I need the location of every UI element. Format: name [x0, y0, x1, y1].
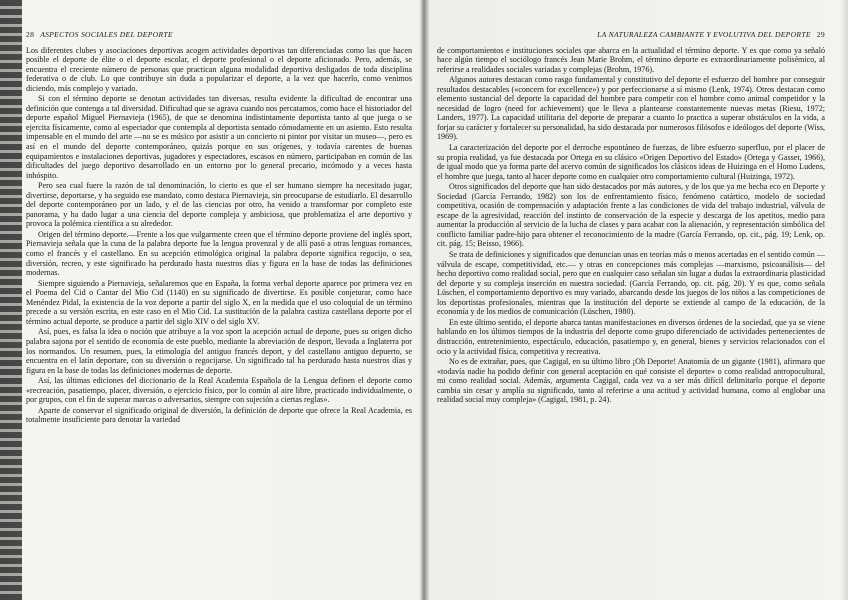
paragraph: Aparte de conservar el significado original de diversión, la definición de deporte que ofrece la Real Academia, es totalmente insuficiente para denotar la variedad — [26, 405, 412, 425]
paragraph: Si con el término deporte se denotan actividades tan diversas, resulta evidente la dificultad de encontrar una definición que contenga a tal diversidad. Dificultad que se agrava cuando nos percatamos, como hace el historiador del deporte español Miguel Piernavieja (1965), de que se denomina indistintamente deportista tanto al que juega o se ejercita físicamente, como al espectador que contempla al deportista sentado cómodamente en un asiento. Esto resulta impensable en el mundo del arte —no se es músico por asistir a un concierto ni pintor por visitar un museo—, pero es así en el mundo del deporte contemporáneo, quizás porque en sus orígenes, y todavía carentes de buenas equipamientos e instalaciones deportivas, jugadores y espectadores, escasos en número, participaban en común de las dificultades del juego deportivo desarrollado en un entorno por lo general precario, incómodo y a veces hasta inhóspito. — [26, 94, 412, 180]
left-running-head-title: ASPECTOS SOCIALES DEL DEPORTE — [40, 30, 173, 39]
left-running-head — [26, 30, 412, 40]
paragraph: Así, pues, es falsa la idea o noción que atribuye a la voz sport la acepción actual de deporte, pues su origen dicho palabra sajona por el sentido de economía de este pueblo, mediante la abreviación de desport, llevada a Inglaterra por los normandos. Un resumen, pues, la etimología del antiguo francés deport, y del castellano antiguo depuerto, se encuentra en el latín deportare, con su diversión o regocijarse. Un significado tal ha perdurado hasta nuestros días y figura en la base de todas las definiciones modernas de deporte. — [26, 327, 412, 375]
paragraph: Así, las últimas ediciones del diccionario de la Real Academia Española de la Lengua definen el deporte como «recreación, pasatiempo, placer, diversión, o ejercicio físico, por lo común al aire libre, practicado individualmente, o por grupos, con el fin de superar marcas o adversarios, siempre con sujeción a ciertas reglas». — [26, 376, 412, 405]
spiral-binding — [0, 0, 22, 600]
right-running-head-title: LA NATURALEZA CAMBIANTE Y EVOLUTIVA DEL DEPORTE — [597, 30, 811, 39]
paragraph: Pero sea cual fuere la razón de tal denominación, lo cierto es que el ser humano siempre ha necesitado jugar, divertirse, deportarse, y ha seguido ese mandato, como destaca Piernavieja, sin preocuparse de estudiarlo. El desarrollo del deporte contemporáneo por un lado, y el de las ciencias por otro, ha venido a transformar por completo este panorama, y ha dado lugar a una ciencia del deporte compleja y ambiciosa, que problematiza el arte deportivo y provoca la polémica científica a su alrededor. — [26, 181, 412, 229]
paragraph: Se trata de definiciones y significados que denuncian unas en teorías más o menos acertadas en el sentido común —válvula de escape, competitividad, etc.— y otras en concepciones más complejas —marxismo, psicoanálisis— del hecho deportivo como realidad social, pero que en cualquier caso señalan sin lugar a dudas la extraordinaria plasticidad del deporte y su compleja inserción en nuestra sociedad. (García Ferrando, op. cit. pág. 20). Y es que, como señala Lüschen, el comportamiento deportivo es muy variado, abarcando desde los juegos de los niños a las competiciones de los deportistas profesionales, mientras que la institución del deporte se extiende al campo de la educación, de la economía y de los medios de comunicación (Lüschen, 1980). — [437, 250, 825, 317]
paragraph: Otros significados del deporte que han sido destacados por más autores, y de los que ya me hecha eco en Deporte y Sociedad (García Ferrando, 1982) son los de enfrentamiento físico, fenómeno catártico, modelo de sociedad competitiva, ocasión de compensación y adaptación frente a las condiciones de vida del trabajo industrial, válvula de escape de la agresividad, reacción del instinto de conservación de la especie y descarga de los apetitos, medio para aumentar la producción al servicio de la lucha de clases y para acabar con la alienación, y representación simbólica del conflicto familiar padre-hijo para obtener el reconocimiento de la madre (García Ferrando, op. cit., pág. 19; Lenk, op. cit. pág. 15; Beisso, 1966). — [437, 182, 825, 249]
right-running-head — [437, 30, 825, 40]
left-page — [26, 30, 412, 590]
right-page — [437, 30, 825, 590]
paragraph: En este último sentido, el deporte abarca tantas manifestaciones en diversos órdenes de la sociedad, que ya se viene hablando en los últimos tiempos de la industria del deporte como grupo diferenciado de actividades pertenecientes de distracción, entretenimiento, espectáculo, educación, pasatiempo y, en general, bienes y servicios relacionados con el ocio y la actividad física, competitiva y recreativa. — [437, 317, 825, 356]
paragraph: Los diferentes clubes y asociaciones deportivas acogen actividades deportivas tan diferenciadas como las que hacen posible el deporte de élite o el deporte escolar, el deporte profesional o el deporte aficionado. Pero, además, se encuentra el creciente número de personas que practican alguna modalidad deportiva desligados de toda disciplina federativa o de club. Lo que contribuye sin duda a popularizar el deporte, a la vez que hacerlo, como venimos diciendo, más complejo y variado. — [26, 45, 412, 93]
paragraph: Origen del término deporte.—Frente a los que vulgarmente creen que el término deporte proviene del inglés sport, Piernavieja señala que la cuna de la palabra deporte fue la lengua provenzal y de allí pasó a otras lenguas romances, como el francés y el castellano. En su acepción etimológica original la palabra deporte significa regocijo, o sea, diversión, recreo, y este significado ha perdurado hasta nuestros días y figura en la base de todas las definiciones modernas. — [26, 229, 412, 278]
paragraph: Siempre siguiendo a Piernavieja, señalaremos que en España, la forma verbal deporte aparece por primera vez en el Poema del Cid o Cantar del Mio Cid (1140) en su significado de divertirse. Es posible conjeturar, como hace Menéndez Pidal, la existencia de la voz deporte a partir del siglo X, en la medida que el uso coloquial de un término precede a su versión escrita, en este caso en el Mio Cid. La sustitución de la palabra castiza castellana deporte por el término actual deporte, se produce a partir del siglo XIV o del siglo XV. — [26, 278, 412, 326]
page-gutter — [419, 0, 429, 600]
paragraph: de comportamientos e instituciones sociales que abarca en la actualidad el término deporte. Y es que como ya señaló hace algún tiempo el sociólogo francés Jean Marie Brohm, el término deporte es extraordinariamente polisémico, al referirse a realidades sociales variadas y complejas (Brohm, 1976). — [437, 45, 825, 74]
paragraph: No es de extrañar, pues, que Cagigal, en su último libro ¡Oh Deporte! Anatomía de un gigante (1981), afirmara que «todavía nadie ha podido definir con general aceptación en qué consiste el deporte» o como realidad antropocultural, mi como realidad social. Además, argumenta Cagigal, cada vez va a ser más difícil delimitarlo porque el deporte cambia sin cesar y amplía su significado, tanto al referirse a una actitud y actividad humana, como al englobar una realidad social muy compleja» (Cagigal, 1981, p. 24). — [437, 357, 825, 405]
right-page-number: 29 — [816, 30, 825, 39]
paragraph: La caracterización del deporte por el derroche espontáneo de fuerzas, de libre esfuerzo superfluo, por el placer de su propia realidad, ya fue destacada por Ortega en su clásico «Origen Deportivo del Estado» (Ortega y Gasset, 1966), de igual modo que ya forma parte del acervo común de significados los clásicos ideas de Huizinga en el Homo Ludens, el hombre que juega, tanto al hacer deporte como en cualquier otro comportamiento cultural (Huizinga, 1972). — [437, 143, 825, 181]
left-page-number: 28 — [26, 30, 35, 39]
paragraph: Algunos autores destacan como rasgo fundamental y constitutivo del deporte el esfuerzo del hombre por conseguir resultados destacables («concern for excellence») y por perfeccionarse a sí mismo (Lenk, 1974). Otros destacan como elemento sustancial del deporte la capacidad del hombre para competir con el hombre como animal competidor y la necesidad de logro (need for achievement) que le lleva a plantearse constantemente nuevas metas (Riesu, 1972; Landers, 1977). La capacidad utilitaria del deporte de preparar a cuanto lo practica a superar obstáculos en la vida, a forjar su carácter y fortalecer su personalidad, ha sido destacada por numerosos filósofos e ideólogos del deporte (Wiss, 1969). — [437, 75, 825, 142]
